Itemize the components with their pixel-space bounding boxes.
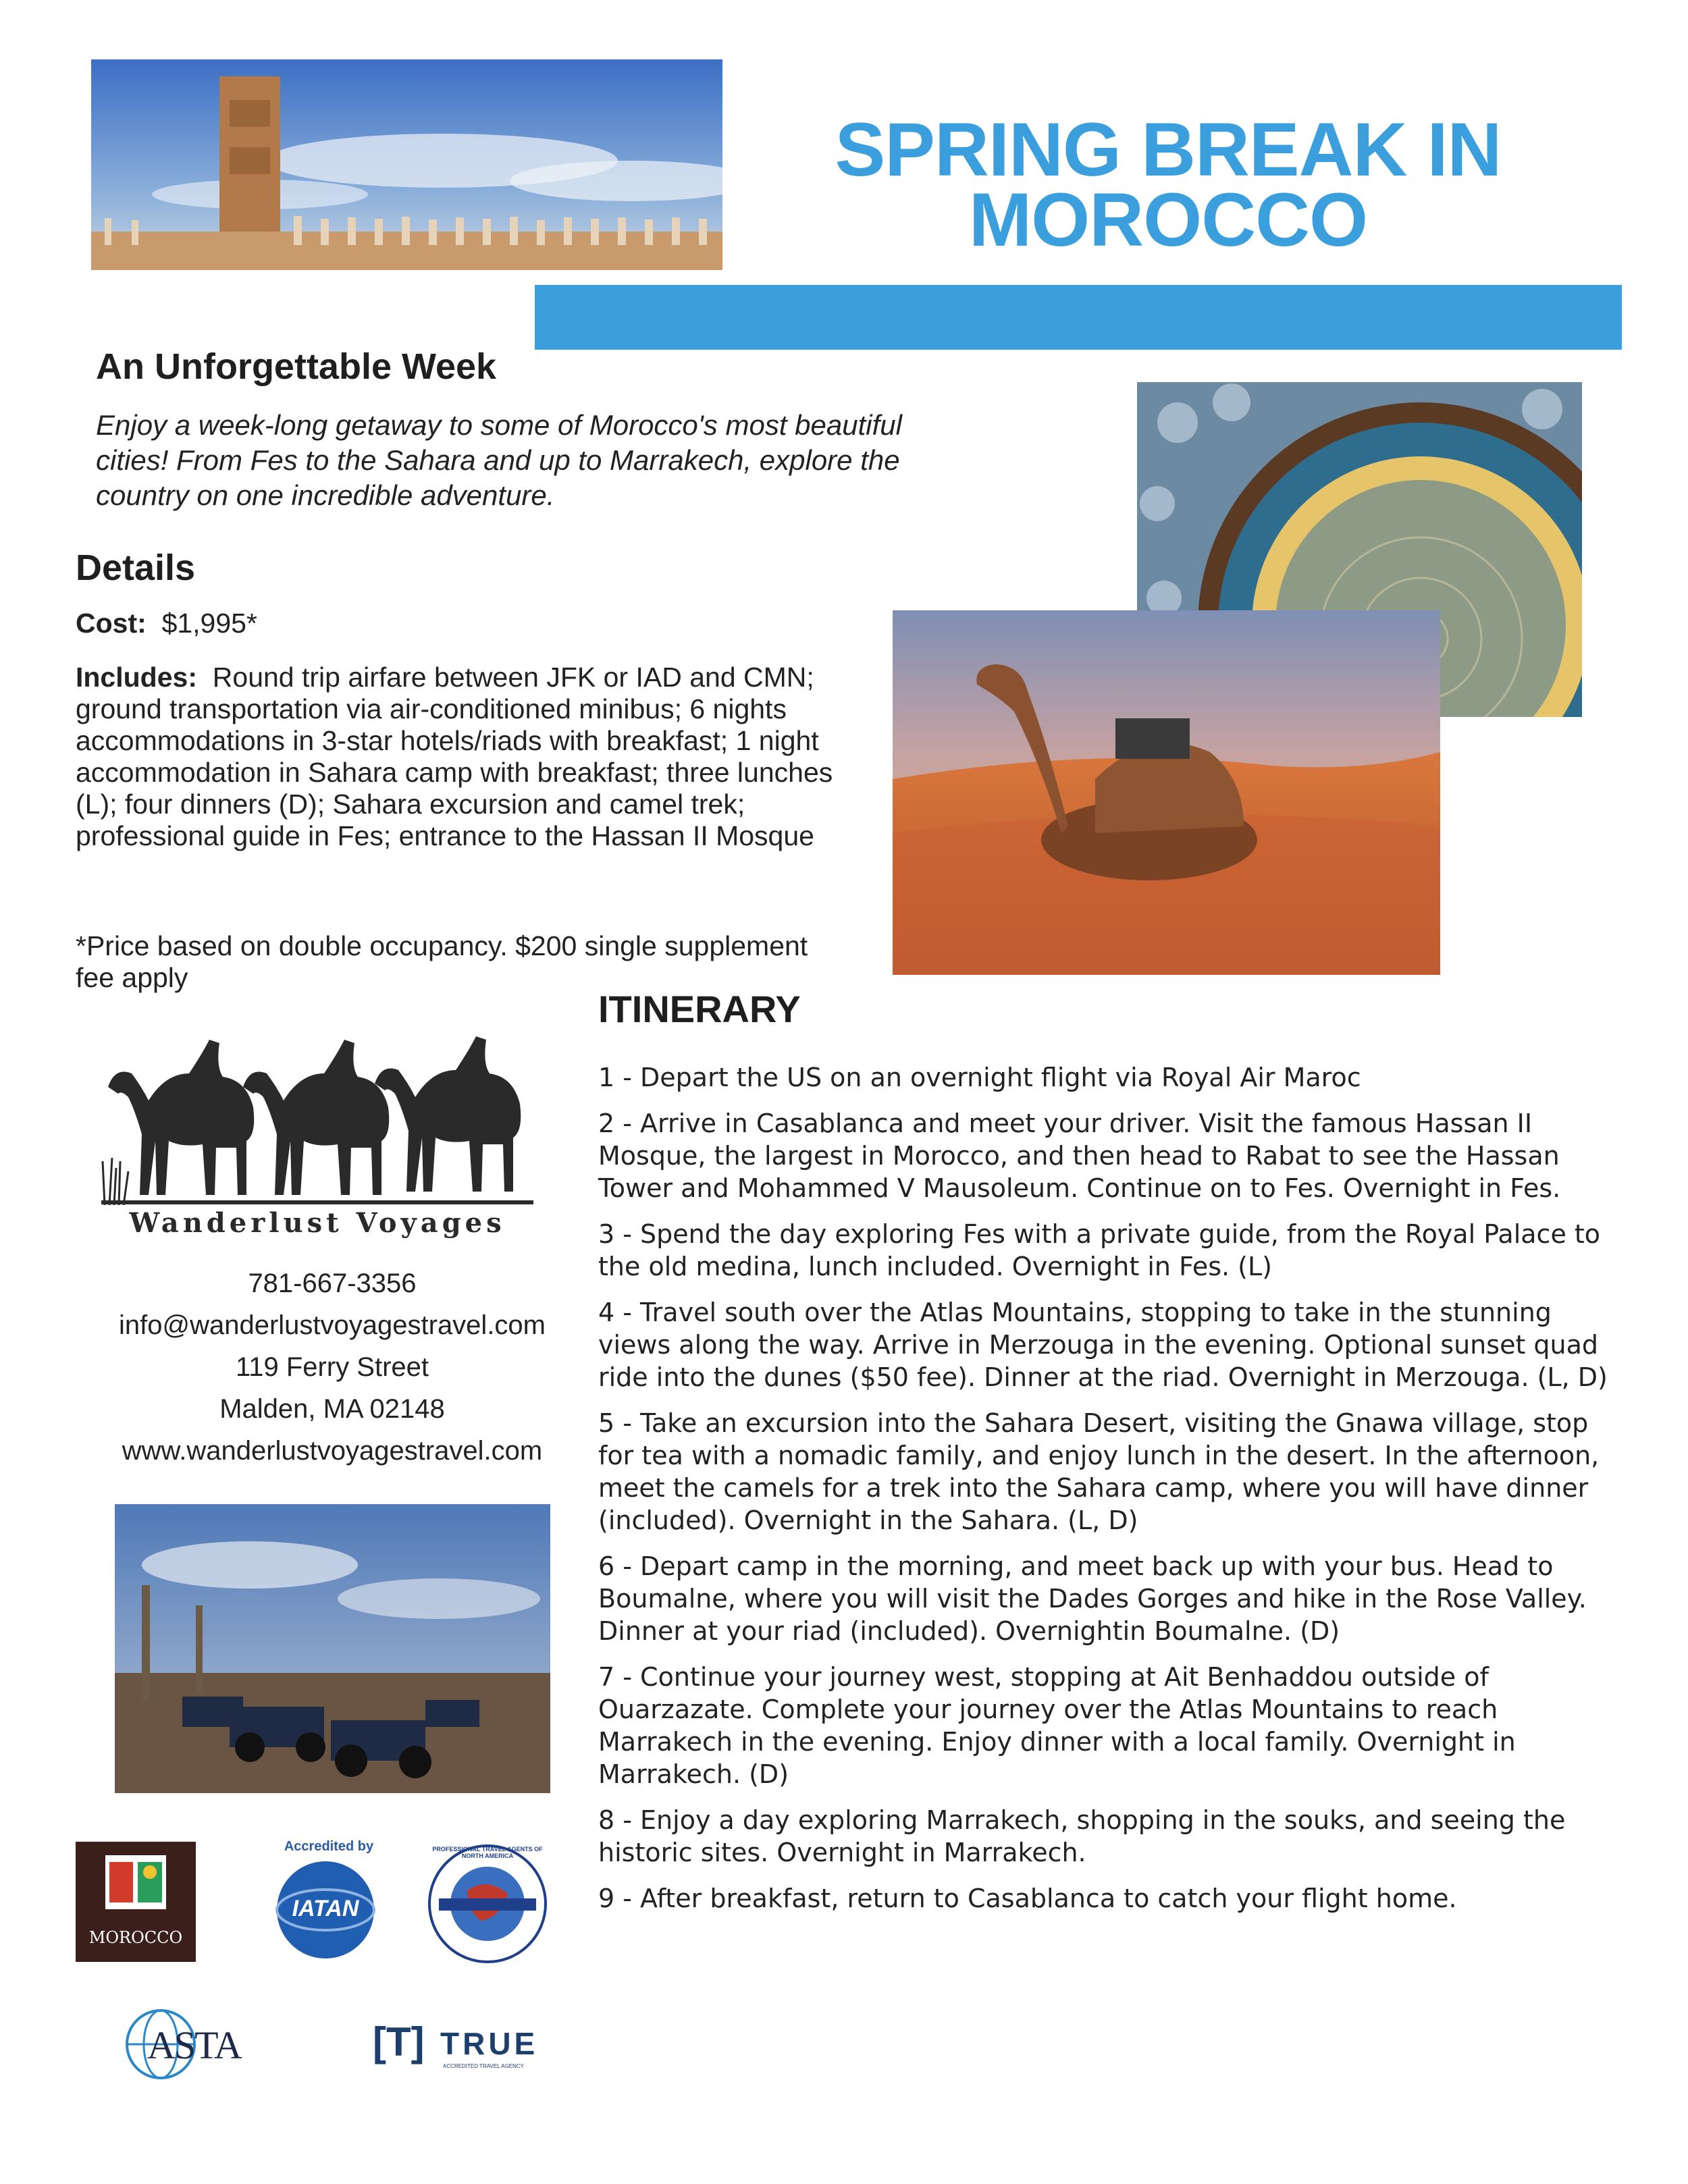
title-line-2: MOROCCO: [968, 178, 1368, 262]
itinerary-day: 6 - Depart camp in the morning, and meet back up with your bus. Head to Boumalne, where you will visit the Dades Gorges and hike in the Rose Valley. Dinner at your riad (included). Overnightin Boumalne. (D): [598, 1551, 1587, 1646]
cost-value: $1,995*: [161, 608, 257, 639]
intro-text: Enjoy a week-long getaway to some of Morocco's most beautiful cities! From Fes to the Sahara and up to Marrakech, explore the country on one incredible adventure.: [96, 409, 902, 511]
ptaa-text: PROFESSIONAL TRAVEL AGENTS OF NORTH AMERICA: [432, 1846, 543, 1859]
asta-text: ASTA: [147, 2023, 241, 2067]
itinerary-day: 4 - Travel south over the Atlas Mountains, stopping to take in the stunning views along the way. Arrive in Merzouga in the evening. Optional sunset quad ride into the dunes ($50 fee). Dinner at the riad. Overnight in Merzouga. (L, D): [598, 1298, 1608, 1392]
quad-ride-photo: [115, 1504, 550, 1793]
accent-bar: [535, 285, 1622, 350]
itinerary-day: 1 - Depart the US on an overnight flight via Royal Air Maroc: [598, 1063, 1361, 1092]
intro-heading: An Unforgettable Week: [96, 346, 497, 387]
itinerary-day: 9 - After breakfast, return to Casablanca to catch your flight home.: [598, 1884, 1457, 1913]
includes-label: Includes:: [76, 662, 197, 693]
page-title: [790, 107, 1546, 262]
morocco-logo-text: MOROCCO: [88, 1928, 183, 1947]
true-logo: [373, 2019, 562, 2079]
itinerary-day: 7 - Continue your journey west, stopping at Ait Benhaddou outside of Ouarzazate. Complete your journey over the Atlas Mountains to reach Marrakech in the evening. Enjoy dinner with a local family. Overnight in Marrakech. (D): [598, 1662, 1516, 1789]
cost-label: Cost:: [76, 608, 147, 639]
email: info@wanderlustvoyagestravel.com: [118, 1310, 546, 1340]
phone: 781-667-3356: [248, 1269, 417, 1298]
itinerary-list: [598, 1061, 1631, 1928]
true-mark: [T]: [373, 2019, 425, 2065]
includes-paragraph: [76, 662, 872, 852]
ptaa-logo: [427, 1843, 548, 1965]
title-line-1: SPRING BREAK IN: [835, 107, 1502, 192]
true-word: TRUE: [440, 2026, 539, 2061]
iatan-accredited-text: Accredited by: [284, 1839, 374, 1854]
website: www.wanderlustvoyagestravel.com: [122, 1436, 543, 1466]
itinerary-heading: ITINERARY: [598, 988, 801, 1030]
iatan-logo: [265, 1839, 393, 1961]
itinerary-day: 8 - Enjoy a day exploring Marrakech, shopping in the souks, and seeing the historic sites. Overnight in Marrakech.: [598, 1805, 1566, 1867]
morocco-logo: [76, 1842, 196, 1962]
true-subtext: ACCREDITED TRAVEL AGENCY: [443, 2063, 524, 2069]
includes-text: Round trip airfare between JFK or IAD and CMN; ground transportation via air-conditioned minibus; 6 nights accommodations in 3-star hotels/riads with breakfast; 1 night accommodation in Sahara camp with breakfast; three lunches (L); four dinners (D); Sahara excursion and camel trek; professional guide in Fes; entrance to the Hassan II Mosque: [76, 662, 833, 851]
hassan-tower-photo: [91, 59, 722, 270]
itinerary-day: 3 - Spend the day exploring Fes with a private guide, from the Royal Palace to the old medina, lunch included. Overnight in Fes. (L): [598, 1219, 1601, 1281]
cost-line: [76, 608, 872, 639]
wanderlust-logo-camels: [101, 1026, 533, 1205]
itinerary-day: 2 - Arrive in Casablanca and meet your driver. Visit the famous Hassan II Mosque, the largest in Morocco, and then head to Rabat to see the Hassan Tower and Mohammed V Mausoleum. Continue on to Fes. Overnight in Fes.: [598, 1109, 1561, 1203]
contact-block: [89, 1262, 575, 1472]
street-address: 119 Ferry Street: [235, 1352, 429, 1382]
iatan-text: IATAN: [292, 1896, 359, 1921]
details-heading: Details: [76, 548, 196, 588]
city-address: Malden, MA 02148: [219, 1394, 445, 1424]
itinerary-day: 5 - Take an excursion into the Sahara Desert, visiting the Gnawa village, stop for tea with a nomadic family, and enjoy lunch in the desert. In the afternoon, meet the camels for a trek into the Sahara camp, where you will have dinner (included). Overnight in the Sahara. (L, D): [598, 1408, 1600, 1535]
price-note: *Price based on double occupancy. $200 single supplement fee apply: [76, 930, 808, 993]
agency-name: Wanderlust Voyages: [129, 1207, 506, 1239]
asta-logo: [113, 2004, 269, 2085]
camel-photo: [893, 610, 1440, 975]
